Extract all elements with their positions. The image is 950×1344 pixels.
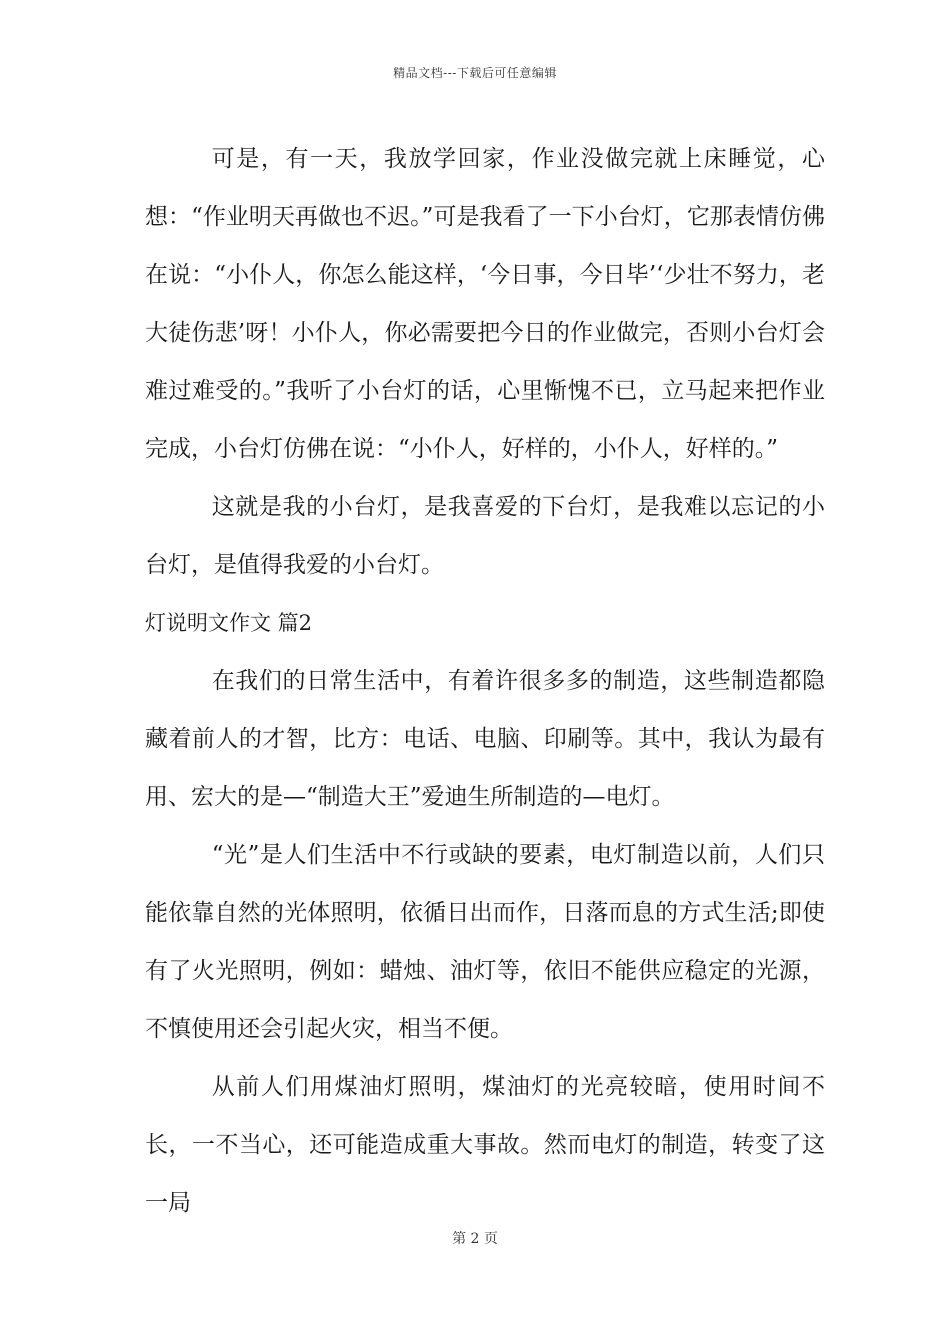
paragraph-kerosene-lamp: 从前人们用煤油灯照明，煤油灯的光亮较暗，使用时间不长，一不当心，还可能造成重大事故。然而电灯的制造，转变了这一局 — [145, 1074, 825, 1216]
paragraph-lamp-summary: 这就是我的小台灯，是我喜爱的下台灯，是我难以忘记的小台灯，是值得我爱的小台灯。 — [145, 494, 825, 578]
paragraph-homework: 可是，有一天，我放学回家，作业没做完就上床睡觉，心想：“作业明天再做也不迟。”可是我看了一下小台灯，它那表情仿佛在说：“小仆人，你怎么能这样，‘今日事，今日毕’‘少壮不努力，老大徒伤悲’呀！小仆人，你必需要把今日的作业做完，否则小台灯会难过难受的。”我听了小台灯的话，心里惭愧不已，立马起来把作业完成，小台灯仿佛在说：“小仆人，好样的，小仆人，好样的。” — [145, 146, 825, 462]
paragraph-inventions: 在我们的日常生活中，有着许很多多的制造，这些制造都隐藏着前人的才智，比方：电话、电脑、印刷等。其中，我认为最有用、宏大的是—“制造大王”爱迪生所制造的—电灯。 — [145, 668, 825, 810]
page-header: 精品文档---下载后可任意编辑 — [393, 66, 557, 80]
page-number: 第 2 页 — [452, 1231, 498, 1247]
paragraph-light: “光”是人们生活中不行或缺的要素，电灯制造以前，人们只能依靠自然的光体照明，依循日出而作，日落而息的方式生活;即使有了火光照明，例如：蜡烛、油灯等，依旧不能供应稳定的光源，不慎使用还会引起火灾，相当不便。 — [145, 842, 825, 1042]
document-body — [145, 130, 825, 1232]
section-heading: 灯说明文作文 篇2 — [145, 611, 313, 635]
